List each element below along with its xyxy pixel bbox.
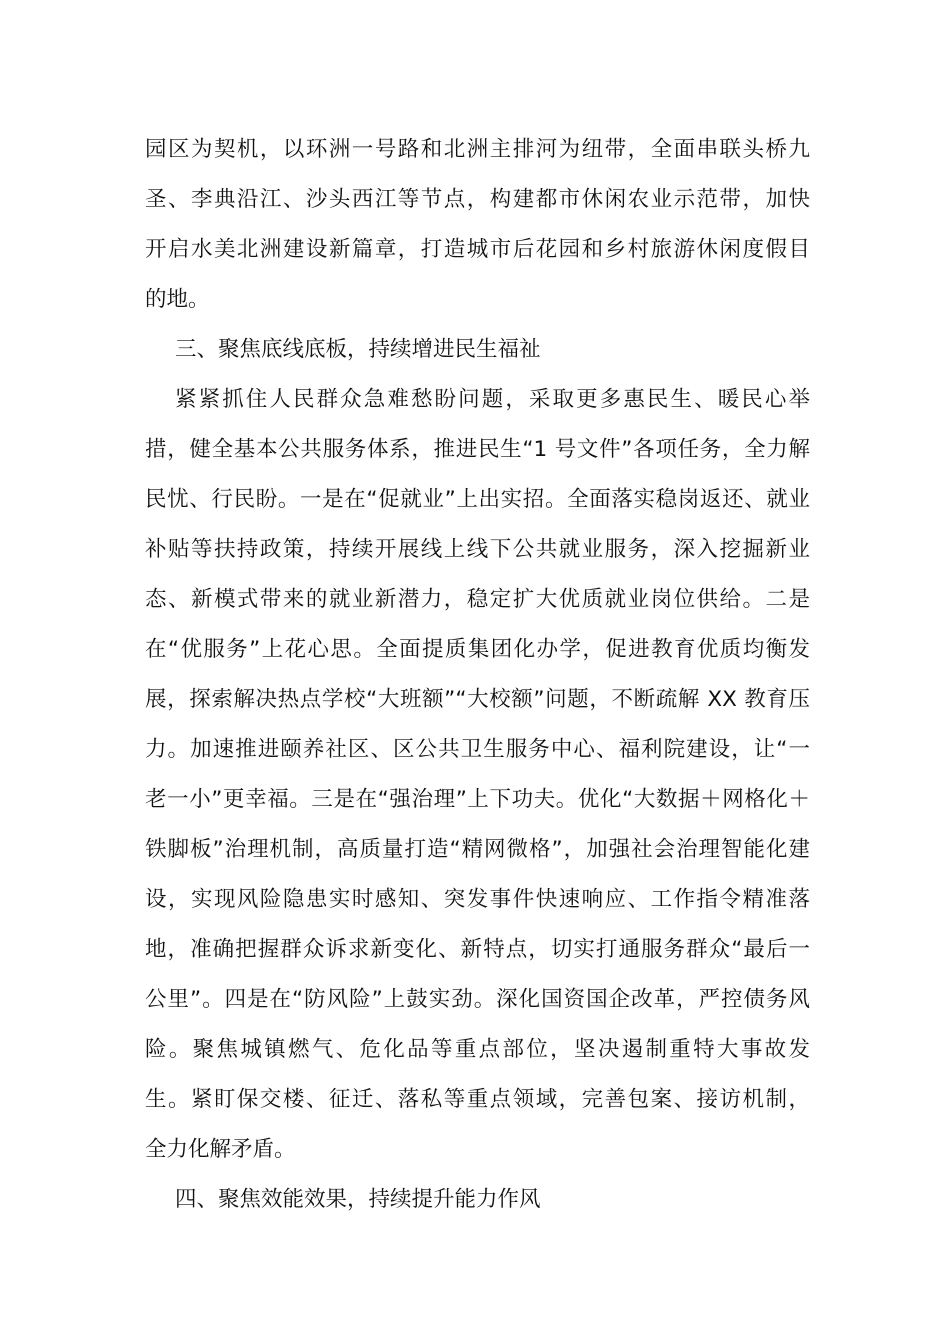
paragraph-line: 紧紧抓住人民群众急难愁盼问题，采取更多惠民生、暖民心举 [175,387,810,412]
paragraph-line: 补贴等扶持政策，持续开展线上线下公共就业服务，深入挖掘新业 [145,537,810,562]
paragraph-line: 民忧、行民盼。一是在“促就业”上出实招。全面落实稳岗返还、就业 [145,487,810,512]
paragraph-line: 措，健全基本公共服务体系，推进民生“1 号文件”各项任务，全力解 [145,437,810,462]
paragraph-line: 展，探索解决热点学校“大班额”“大校额”问题，不断疏解 XX 教育压 [145,687,810,712]
paragraph-line: 地，准确把握群众诉求新变化、新特点，切实打通服务群众“最后一 [145,937,810,962]
section-heading: 三、聚焦底线底板，持续增进民生福祉 [175,337,541,362]
paragraph-line: 全力化解矛盾。 [145,1137,296,1162]
section-heading: 四、聚焦效能效果，持续提升能力作风 [175,1187,541,1212]
paragraph-line: 力。加速推进颐养社区、区公共卫生服务中心、福利院建设，让“一 [145,737,810,762]
paragraph-line: 铁脚板”治理机制，高质量打造“精网微格”，加强社会治理智能化建 [145,837,810,862]
paragraph-line: 开启水美北洲建设新篇章，打造城市后花园和乡村旅游休闲度假目 [145,237,810,262]
paragraph-line: 园区为契机，以环洲一号路和北洲主排河为纽带，全面串联头桥九 [145,137,810,162]
paragraph-line: 态、新模式带来的就业新潜力，稳定扩大优质就业岗位供给。二是 [145,587,810,612]
paragraph-line: 公里”。四是在“防风险”上鼓实劲。深化国资国企改革，严控债务风 [145,987,810,1012]
paragraph-line: 生。紧盯保交楼、征迁、落私等重点领域，完善包案、接访机制， [145,1087,810,1112]
paragraph-line: 设，实现风险隐患实时感知、突发事件快速响应、工作指令精准落 [145,887,810,912]
paragraph-line: 险。聚焦城镇燃气、危化品等重点部位，坚决遏制重特大事故发 [145,1037,810,1062]
paragraph-line: 圣、李典沿江、沙头西江等节点，构建都市休闲农业示范带，加快 [145,187,810,212]
paragraph-line: 老一小”更幸福。三是在“强治理”上下功夫。优化“大数据＋网格化＋ [145,787,810,812]
paragraph-line: 的地。 [145,287,210,312]
paragraph-line: 在“优服务”上花心思。全面提质集团化办学，促进教育优质均衡发 [145,637,810,662]
